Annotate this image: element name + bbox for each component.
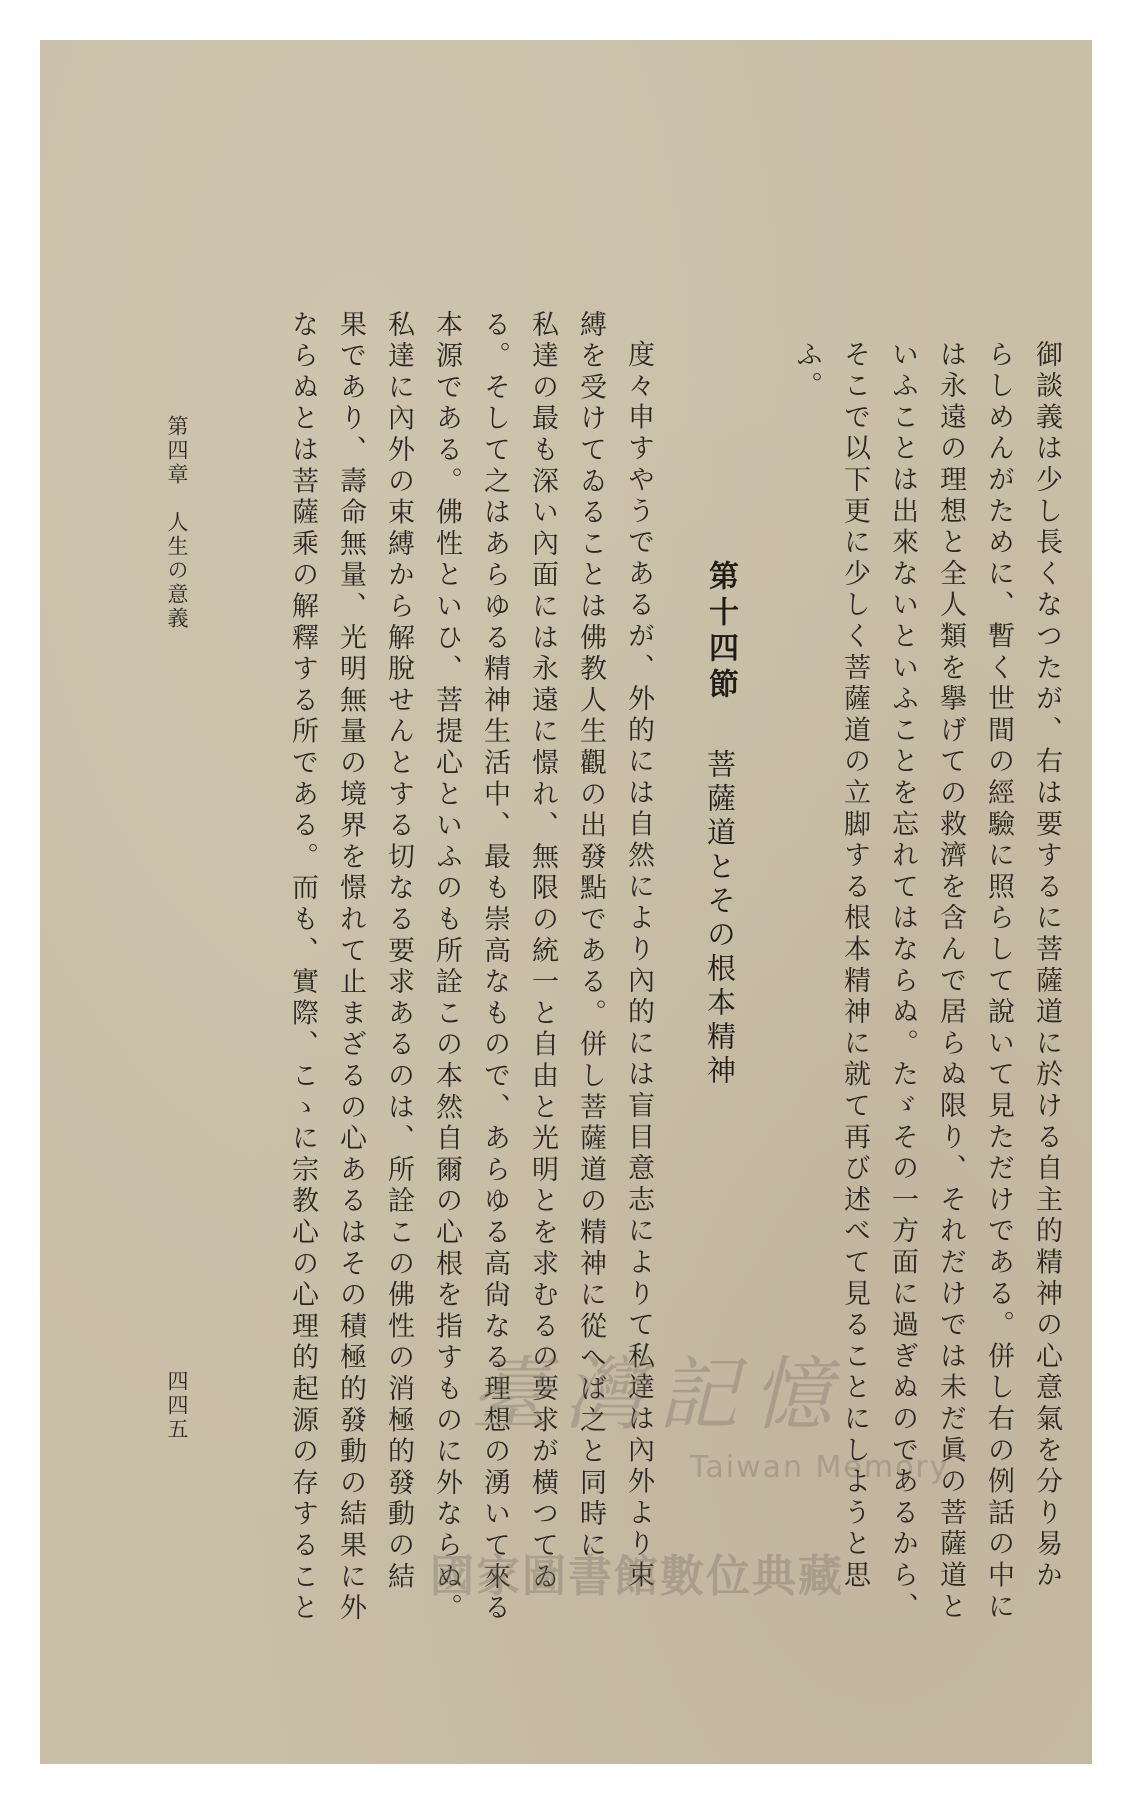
text-line: いふことは出來ないといふことを忘れてはならぬ。たゞその一方面に過ぎぬのであるから、	[887, 340, 918, 1624]
section-title: 菩薩道とその根本精神	[703, 749, 737, 1090]
section-heading	[703, 560, 738, 1090]
text-line: 私達に內外の束縛から解脫せんとする切なる要求あるのは、所詮この佛性の消極的發動の結	[383, 310, 414, 1594]
text-line: 本源である。佛性といひ、菩提心といふのも所詮この本然自爾の心根を指すものに外ならぬ。	[431, 310, 462, 1625]
running-head: 第四章 人生の意義	[165, 415, 189, 631]
text-line: ならぬとは菩薩乘の解釋する所である。而も、實際、こゝに宗教心の心理的起源の存すること	[287, 310, 318, 1625]
section-number: 第十四節	[703, 560, 738, 704]
text-line: は永遠の理想と全人類を擧げての救濟を含んで居らぬ限り、それだけでは未だ眞の菩薩道と	[935, 340, 966, 1624]
text-line: 縛を受けてゐることは佛教人生觀の出發點である。併し菩薩道の精神に從へば之と同時に	[575, 310, 606, 1562]
text-line: 度々申すやうであるが、外的には自然により內的には盲目意志によりて私達は內外より束	[623, 340, 654, 1592]
text-line: ふ。	[791, 340, 822, 403]
text-line: そこで以下更に少しく菩薩道の立脚する根本精神に就て再び述べて見ることにしようと思	[839, 340, 870, 1592]
book-page	[40, 40, 1092, 1764]
watermark-logo: 臺灣記憶	[470, 1348, 846, 1441]
text-line: 果であり、壽命無量、光明無量の境界を憬れて止まざるの心あるはその積極的發動の結果に外	[335, 310, 366, 1625]
text-line: 私達の最も深い內面には永遠に憬れ、無限の統一と自由と光明とを求むるの要求が横つてゐ	[527, 310, 558, 1594]
text-line: 御談義は少し長くなつたが、右は要するに菩薩道に於ける自主的精神の心意氣を分り易か	[1031, 340, 1062, 1592]
page-number: 四四五	[165, 1370, 189, 1442]
text-line: らしめんがために、暫く世間の經驗に照らして說いて見ただけである。併し右の例話の中に	[983, 340, 1014, 1624]
watermark-library: 國家圖書館數位典藏	[430, 1551, 844, 1602]
text-line: る。そして之はあらゆる精神生活中、最も崇高なもので、あらゆる高尙なる理想の湧いて來る	[479, 310, 510, 1625]
watermark-english: Taiwan Memory	[690, 1450, 950, 1485]
